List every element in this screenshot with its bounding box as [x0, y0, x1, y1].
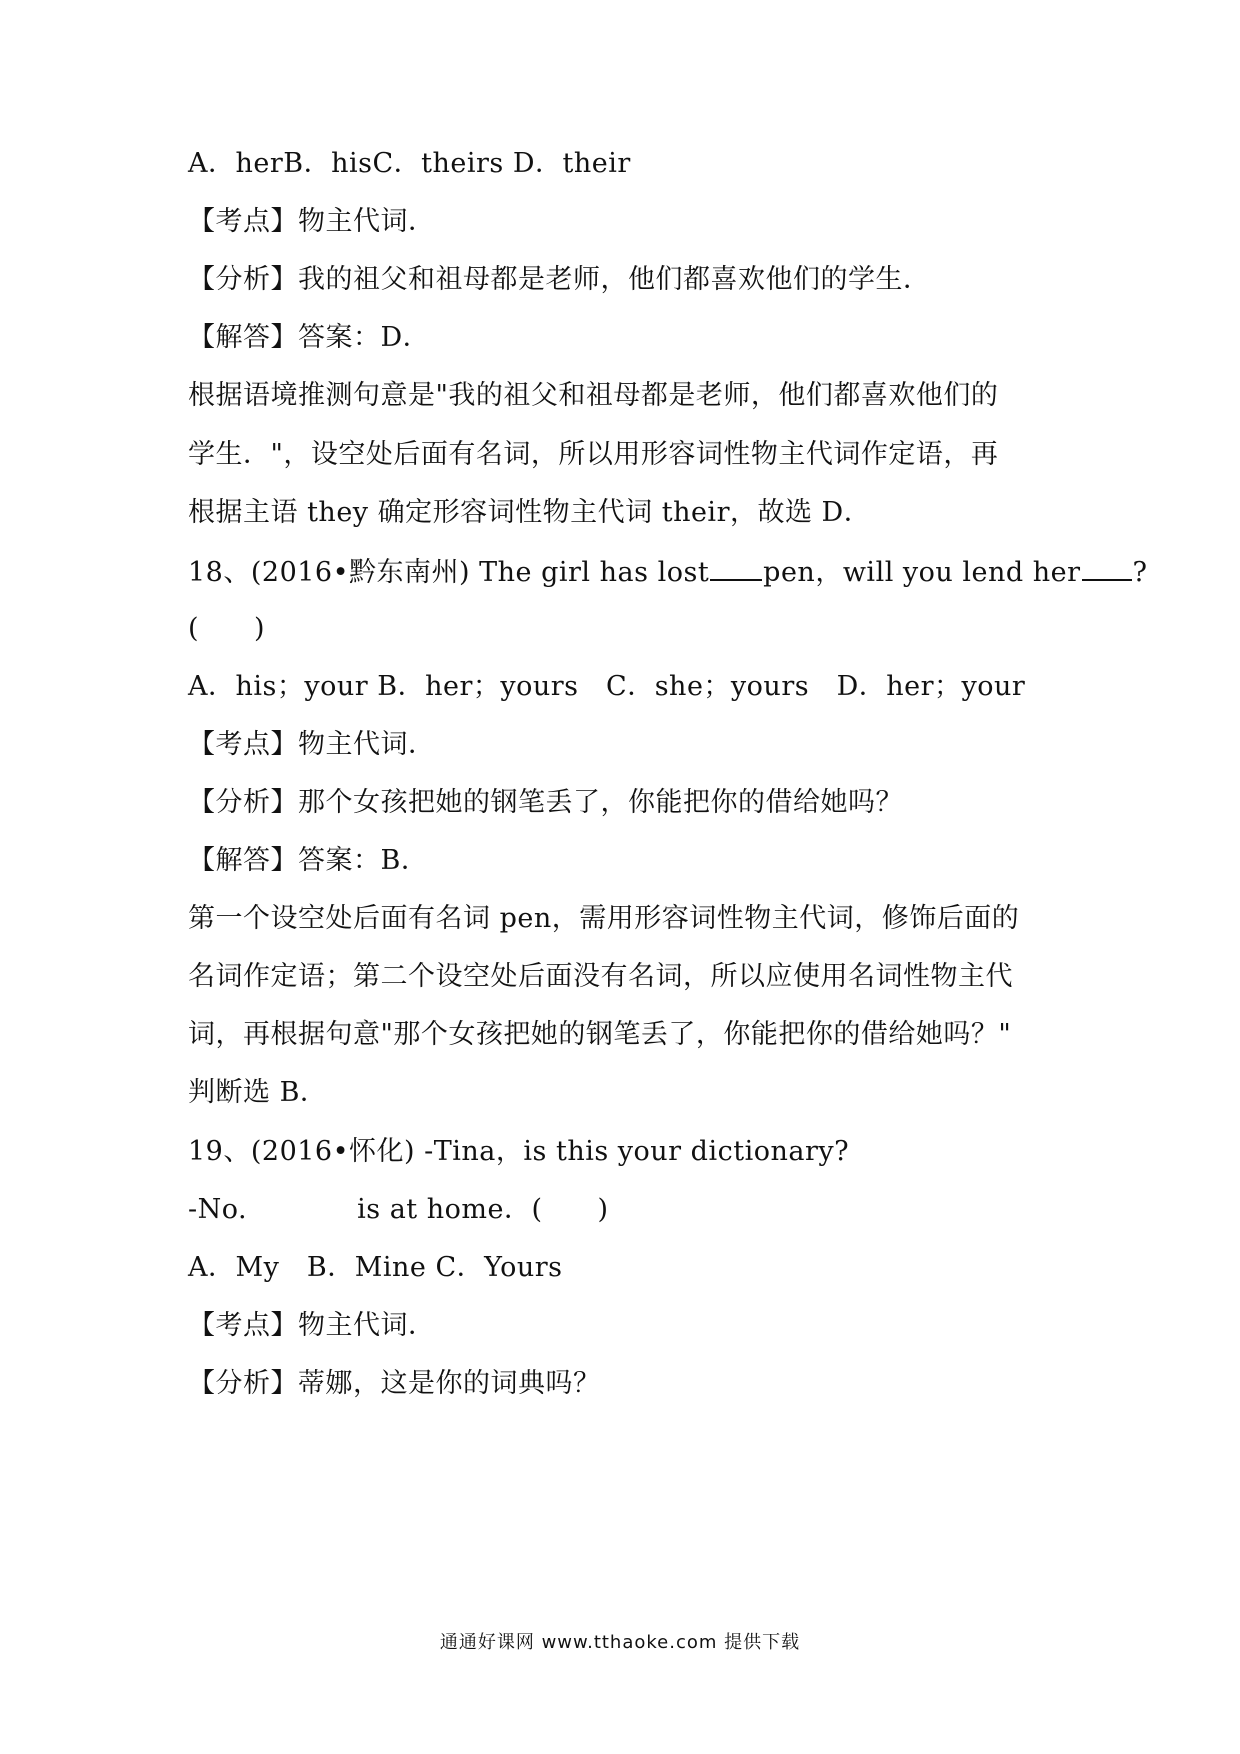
q18-explanation-line-4: 判断选 B．: [188, 1077, 328, 1108]
q18-kaodian: 【考点】物主代词．: [188, 729, 436, 760]
q18-stem-part-1: 18、(2016•黔东南州) The girl has lost: [188, 557, 710, 588]
q19-options: A．My B．Mine C．Yours: [188, 1252, 563, 1283]
page-footer: 通通好课网 www.tthaoke.com 提供下载: [439, 1632, 801, 1653]
q18-options: A．his；your B．her；yours C．she；yours D．her；your: [188, 671, 1026, 702]
q19-stem: 19、(2016•怀化) -Tina，is this your dictionary?: [188, 1136, 850, 1167]
q18-stem-part-3: ?: [1132, 557, 1148, 588]
q17-options: A．herB．hisC．theirs D．their: [188, 148, 631, 179]
q19-line-2: [188, 1192, 609, 1228]
q18-fenxi: 【分析】那个女孩把她的钢笔丢了，你能把你的借给她吗？: [188, 787, 903, 818]
q17-jieda: 【解答】答案：D．: [188, 322, 431, 353]
q19-fenxi: 【分析】蒂娜，这是你的词典吗？: [188, 1368, 601, 1399]
q18-stem: [188, 553, 1148, 591]
q18-blank-1: [710, 553, 762, 581]
q18-blank-2: [1082, 553, 1132, 581]
q17-explanation-line-2: 学生．"，设空处后面有名词，所以用形容词性物主代词作定语，再: [188, 439, 999, 470]
q18-explanation-line-1: 第一个设空处后面有名词 pen，需用形容词性物主代词，修饰后面的: [188, 903, 1020, 934]
q19-line-2-part-1: -No.: [188, 1194, 248, 1225]
q19-line-2-part-2: is at home．( ): [357, 1194, 609, 1225]
q19-kaodian: 【考点】物主代词．: [188, 1310, 436, 1341]
q17-explanation-line-1: 根据语境推测句意是"我的祖父和祖母都是老师，他们都喜欢他们的: [188, 380, 999, 411]
q18-stem-part-2: pen，will you lend her: [763, 557, 1081, 588]
q17-explanation-line-3: 根据主语 they 确定形容词性物主代词 their，故选 D．: [188, 497, 872, 528]
q17-kaodian: 【考点】物主代词．: [188, 206, 436, 237]
q18-explanation-line-3: 词，再根据句意"那个女孩把她的钢笔丢了，你能把你的借给她吗？": [188, 1019, 1012, 1050]
q17-fenxi: 【分析】我的祖父和祖母都是老师，他们都喜欢他们的学生．: [188, 264, 931, 295]
q18-explanation-line-2: 名词作定语；第二个设空处后面没有名词，所以应使用名词性物主代: [188, 961, 1013, 992]
q18-jieda: 【解答】答案：B．: [188, 845, 429, 876]
q18-answer-paren: ( ): [188, 613, 266, 644]
